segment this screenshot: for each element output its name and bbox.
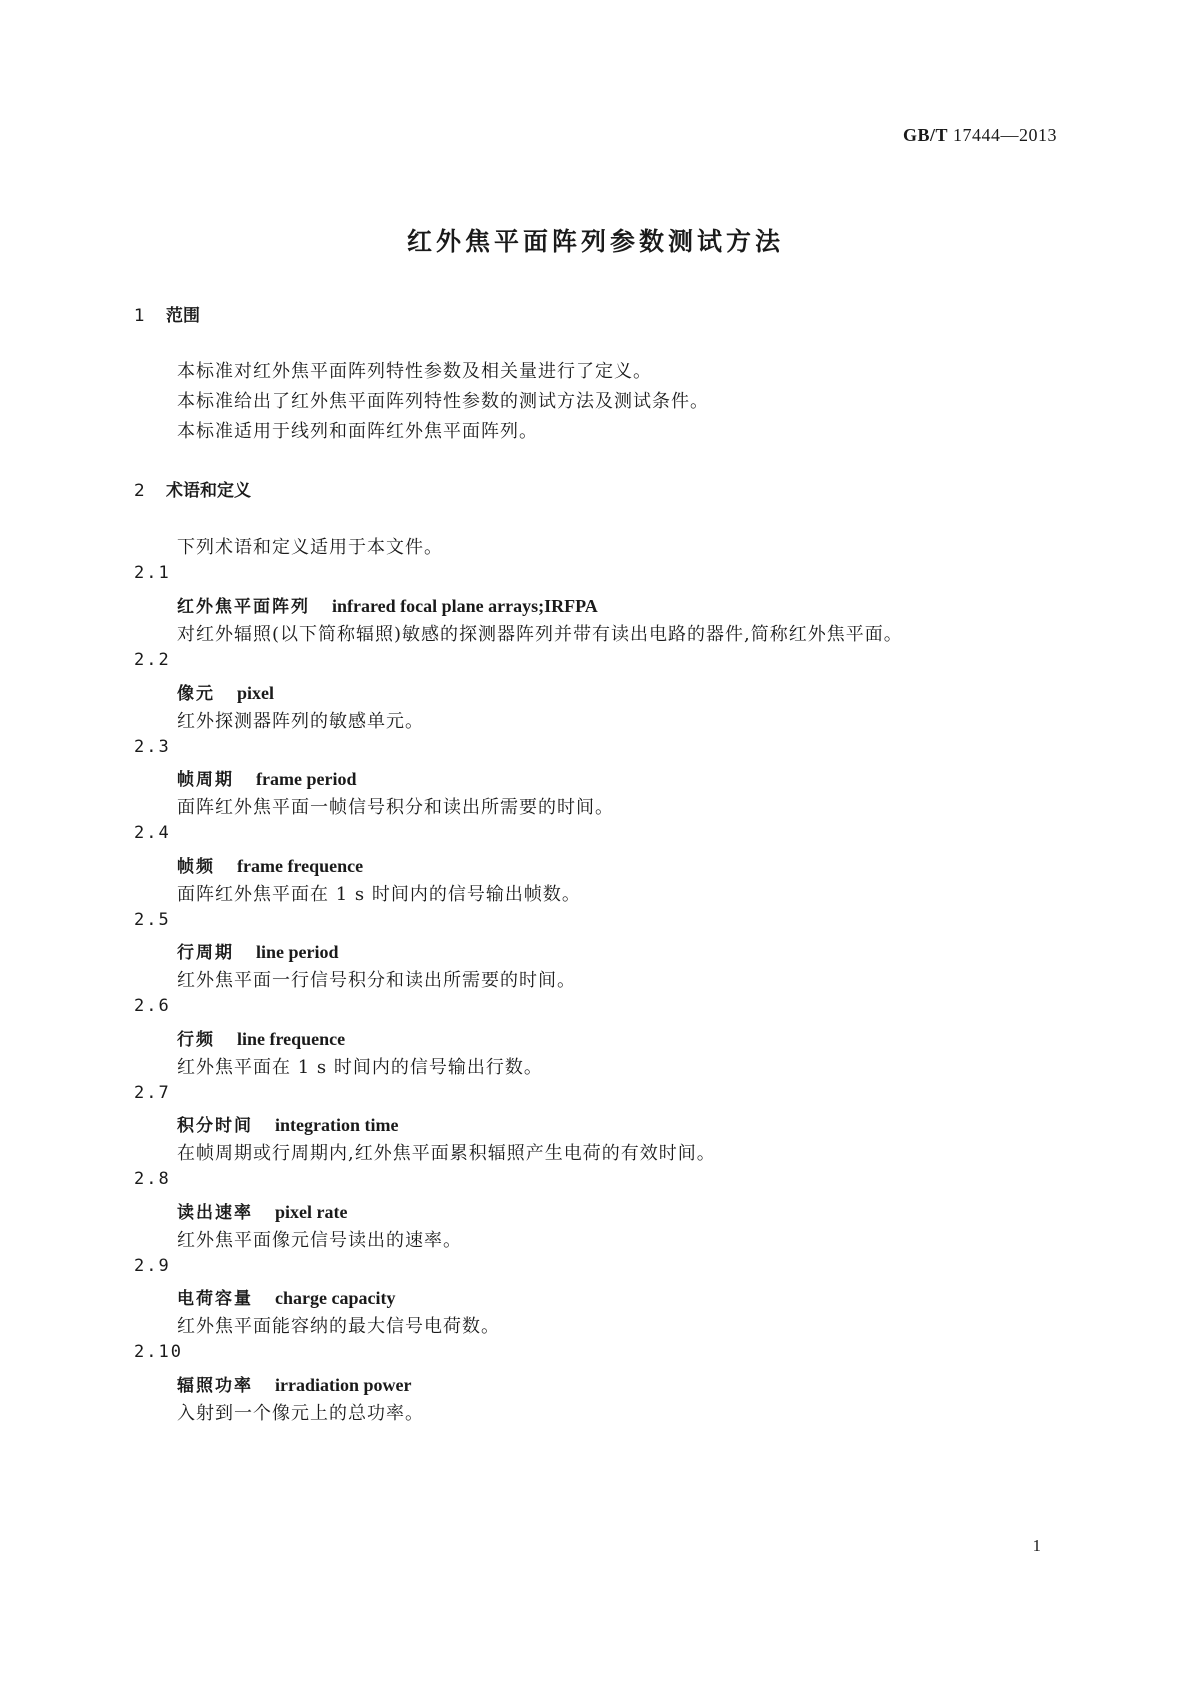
term-chinese: 读出速率: [177, 1203, 253, 1223]
term-definition: 面阵红外焦平面在 1 s 时间内的信号输出帧数。: [177, 884, 581, 905]
term-heading: [177, 938, 339, 963]
term-chinese: 帧周期: [177, 770, 234, 790]
standard-code-number: 17444—2013: [953, 125, 1057, 145]
term-chinese: 积分时间: [177, 1116, 253, 1136]
term-english: charge capacity: [275, 1288, 396, 1308]
section-heading-terms: [134, 476, 251, 501]
standard-code: [903, 125, 1057, 146]
term-number: 2.9: [134, 1256, 171, 1276]
term-number: 2.10: [134, 1342, 183, 1362]
term-number: 2.2: [134, 650, 171, 670]
term-definition: 红外焦平面在 1 s 时间内的信号输出行数。: [177, 1057, 543, 1078]
term-definition: 在帧周期或行周期内,红外焦平面累积辐照产生电荷的有效时间。: [177, 1143, 716, 1164]
term-heading: [177, 1025, 345, 1050]
term-chinese: 电荷容量: [177, 1289, 253, 1309]
term-number: 2.1: [134, 563, 171, 583]
term-chinese: 红外焦平面阵列: [177, 597, 310, 617]
term-number: 2.6: [134, 996, 171, 1016]
term-number: 2.4: [134, 823, 171, 843]
term-heading: [177, 592, 598, 617]
term-english: pixel: [237, 683, 275, 703]
term-english: infrared focal plane arrays;IRFPA: [332, 596, 598, 616]
term-chinese: 行频: [177, 1030, 215, 1050]
term-definition: 对红外辐照(以下简称辐照)敏感的探测器阵列并带有读出电路的器件,简称红外焦平面。: [177, 624, 903, 645]
term-english: line frequence: [237, 1029, 346, 1049]
term-heading: [177, 852, 363, 877]
section-number: 2: [134, 481, 145, 501]
term-heading: [177, 765, 356, 790]
standard-code-prefix: GB/T: [902, 125, 948, 145]
term-heading: [177, 679, 274, 704]
page-number: 1: [1032, 1536, 1041, 1555]
term-english: irradiation power: [275, 1375, 412, 1395]
section-number: 1: [134, 306, 145, 326]
term-definition: 面阵红外焦平面一帧信号积分和读出所需要的时间。: [177, 797, 614, 818]
term-definition: 入射到一个像元上的总功率。: [177, 1403, 424, 1424]
term-english: frame period: [256, 769, 357, 789]
term-heading: [177, 1284, 395, 1309]
term-chinese: 帧频: [177, 857, 215, 877]
term-number: 2.7: [134, 1083, 171, 1103]
document-title: 红外焦平面阵列参数测试方法: [406, 227, 784, 256]
term-heading: [177, 1371, 412, 1396]
term-number: 2.3: [134, 737, 171, 757]
section-heading-scope: [134, 301, 200, 326]
term-english: pixel rate: [275, 1202, 348, 1222]
scope-paragraph: 本标准适用于线列和面阵红外焦平面阵列。: [177, 421, 538, 442]
term-chinese: 辐照功率: [177, 1376, 253, 1396]
term-number: 2.5: [134, 910, 171, 930]
section-title: 术语和定义: [166, 481, 251, 501]
section-title: 范围: [166, 306, 200, 326]
scope-paragraph: 本标准对红外焦平面阵列特性参数及相关量进行了定义。: [177, 361, 652, 382]
term-definition: 红外焦平面像元信号读出的速率。: [177, 1230, 462, 1251]
terms-intro: 下列术语和定义适用于本文件。: [177, 537, 443, 558]
term-english: line period: [256, 942, 339, 962]
term-definition: 红外探测器阵列的敏感单元。: [177, 711, 424, 732]
term-number: 2.8: [134, 1169, 171, 1189]
term-english: integration time: [275, 1115, 399, 1135]
scope-paragraph: 本标准给出了红外焦平面阵列特性参数的测试方法及测试条件。: [177, 391, 709, 412]
term-chinese: 行周期: [177, 943, 234, 963]
term-definition: 红外焦平面一行信号积分和读出所需要的时间。: [177, 970, 576, 991]
term-english: frame frequence: [237, 856, 364, 876]
term-definition: 红外焦平面能容纳的最大信号电荷数。: [177, 1316, 500, 1337]
term-heading: [177, 1111, 398, 1136]
term-chinese: 像元: [177, 684, 215, 704]
term-heading: [177, 1198, 347, 1223]
